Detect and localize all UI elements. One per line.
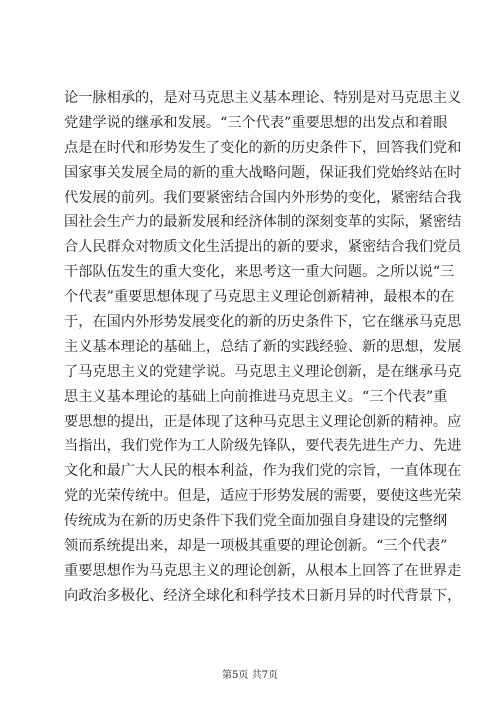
text-line: 国社会生产力的最新发展和经济体制的深刻变革的实际，紧密结 <box>64 214 462 231</box>
text-line: 领而系统提出来，却是一项极其重要的理论创新。“三个代表” <box>64 538 448 555</box>
page-footer <box>0 670 500 682</box>
text-line: 国家事关发展全局的新的重大战略问题，保证我们党始终站在时 <box>64 164 462 181</box>
text-line: 文化和最广大人民的根本利益，作为我们党的宗旨，一直体现在 <box>64 463 462 480</box>
text-line: 思主义基本理论的基础上向前推进马克思主义。“三个代表”重 <box>64 388 448 405</box>
text-line: 向政治多极化、经济全球化和科学技术日新月异的时代背景下， <box>64 587 462 604</box>
text-line: 合人民群众对物质文化生活提出的新的要求，紧密结合我们党员 <box>64 239 462 256</box>
text-line: 干部队伍发生的重大变化，来思考这一重大问题。之所以说“三 <box>64 264 455 281</box>
text-line: 要思想的提出，正是体现了这种马克思主义理论创新的精神。应 <box>64 413 462 430</box>
text-line: 代发展的前列。我们要紧密结合国内外形势的变化，紧密结合我 <box>64 189 462 206</box>
text-line: 于，在国内外形势发展变化的新的历史条件下，它在继承马克思 <box>64 314 462 331</box>
text-line: 重要思想作为马克思主义的理论创新，从根本上回答了在世界走 <box>64 562 462 579</box>
text-line: 点是在时代和形势发生了变化的新的历史条件下，回答我们党和 <box>64 139 462 156</box>
text-line: 了马克思主义的党建学说。马克思主义理论创新，是在继承马克 <box>64 363 462 380</box>
body-text <box>64 86 462 609</box>
page-number: 第5页 共7页 <box>222 670 278 681</box>
text-line: 论一脉相承的，是对马克思主义基本理论、特别是对马克思主义 <box>64 90 462 106</box>
text-line: 党的光荣传统中。但是，适应于形势发展的需要，要使这些光荣 <box>64 488 462 505</box>
text-line: 党建学说的继承和发展。“三个代表”重要思想的出发点和着眼 <box>64 114 448 131</box>
text-line: 传统成为在新的历史条件下我们党全面加强自身建设的完整纲 <box>64 513 448 530</box>
text-line: 主义基本理论的基础上，总结了新的实践经验、新的思想，发展 <box>64 338 462 355</box>
text-line: 个代表”重要思想体现了马克思主义理论创新精神，最根本的在 <box>64 289 455 306</box>
text-line: 当指出，我们党作为工人阶级先锋队，要代表先进生产力、先进 <box>64 438 462 455</box>
